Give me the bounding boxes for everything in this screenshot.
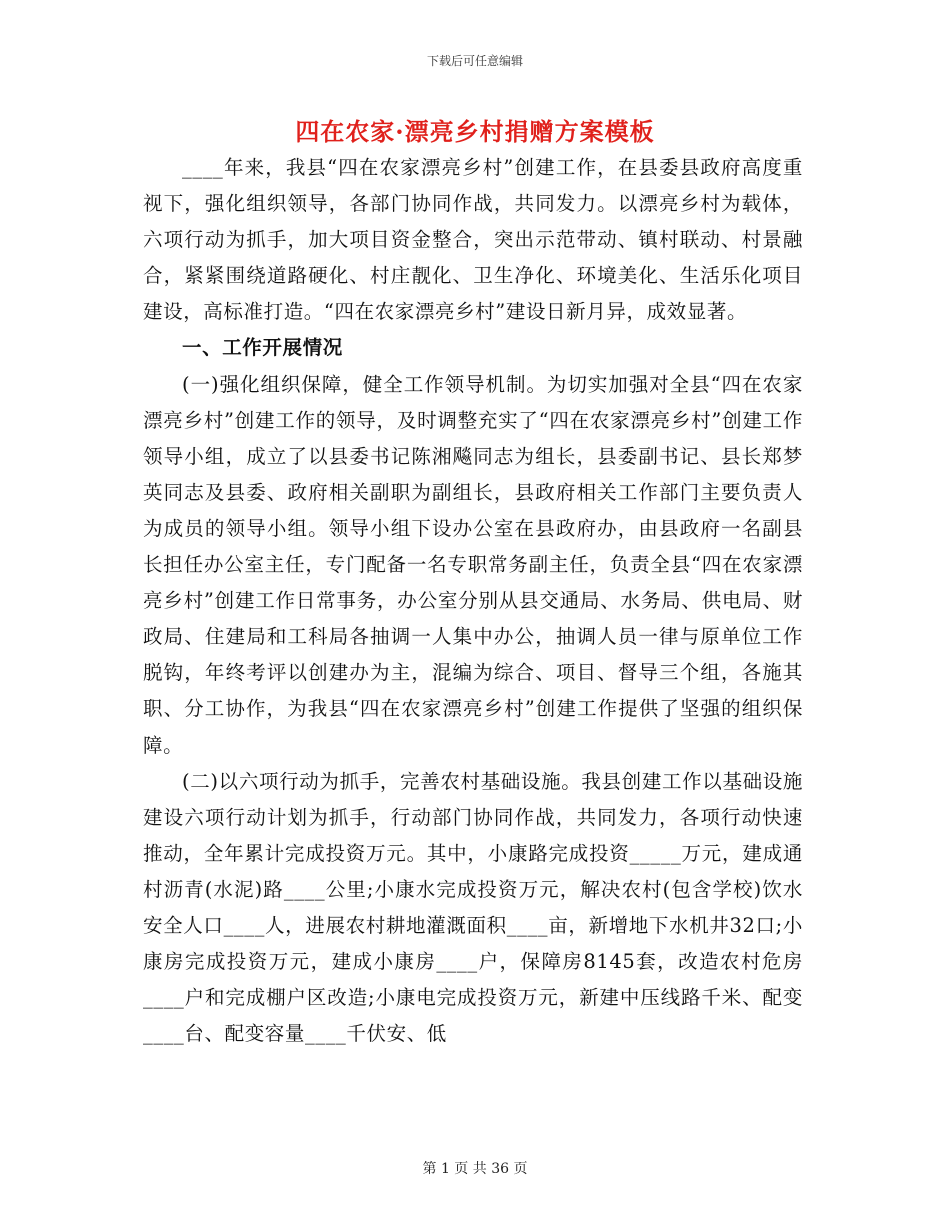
page-header-note: 下载后可任意编辑: [426, 54, 523, 68]
document-body: [143, 150, 803, 1052]
paragraph-organization-guarantee: (一)强化组织保障，健全工作领导机制。为切实加强对全县“四在农家漂亮乡村”创建工作的领导，及时调整充实了“四在农家漂亮乡村”创建工作领导小组，成立了以县委书记陈湘飚同志为组长，县委副书记、县长郑梦英同志及县委、政府相关副职为副组长，县政府相关工作部门主要负责人为成员的领导小组。领导小组下设办公室在县政府办，由县政府一名副县长担任办公室主任，专门配备一名专职常务副主任，负责全县“四在农家漂亮乡村”创建工作日常事务，办公室分别从县交通局、水务局、供电局、财政局、住建局和工科局各抽调一人集中办公，抽调人员一律与原单位工作脱钩，年终考评以创建办为主，混编为综合、项目、督导三个组，各施其职、分工协作，为我县“四在农家漂亮乡村”创建工作提供了坚强的组织保障。: [143, 372, 803, 757]
intro-paragraph: ____年来，我县“四在农家漂亮乡村”创建工作，在县委县政府高度重视下，强化组织领导，各部门协同作战，共同发力。以漂亮乡村为载体，六项行动为抓手，加大项目资金整合，突出示范带动、镇村联动、村景融合，紧紧围绕道路硬化、村庄靓化、卫生净化、环境美化、生活乐化项目建设，高标准打造。“四在农家漂亮乡村”建设日新月异，成效显著。: [143, 156, 803, 324]
page-number: 第 1 页 共 36 页: [422, 1161, 528, 1177]
paragraph-six-actions: (二)以六项行动为抓手，完善农村基础设施。我县创建工作以基础设施建设六项行动计划为抓手，行动部门协同作战，共同发力，各项行动快速推动，全年累计完成投资万元。其中，小康路完成投资_____万元，建成通村沥青(水泥)路____公里;小康水完成投资万元，解决农村(包含学校)饮水安全人口____人，进展农村耕地灌溉面积____亩，新增地下水机井32口;小康房完成投资万元，建成小康房____户，保障房8145套，改造农村危房____户和完成棚户区改造;小康电完成投资万元，新建中压线路千米、配变____台、配变容量____千伏安、低: [143, 769, 803, 1046]
document-title: 四在农家·漂亮乡村捐赠方案模板: [295, 117, 655, 146]
section-heading-work-status: 一、工作开展情况: [182, 336, 343, 360]
